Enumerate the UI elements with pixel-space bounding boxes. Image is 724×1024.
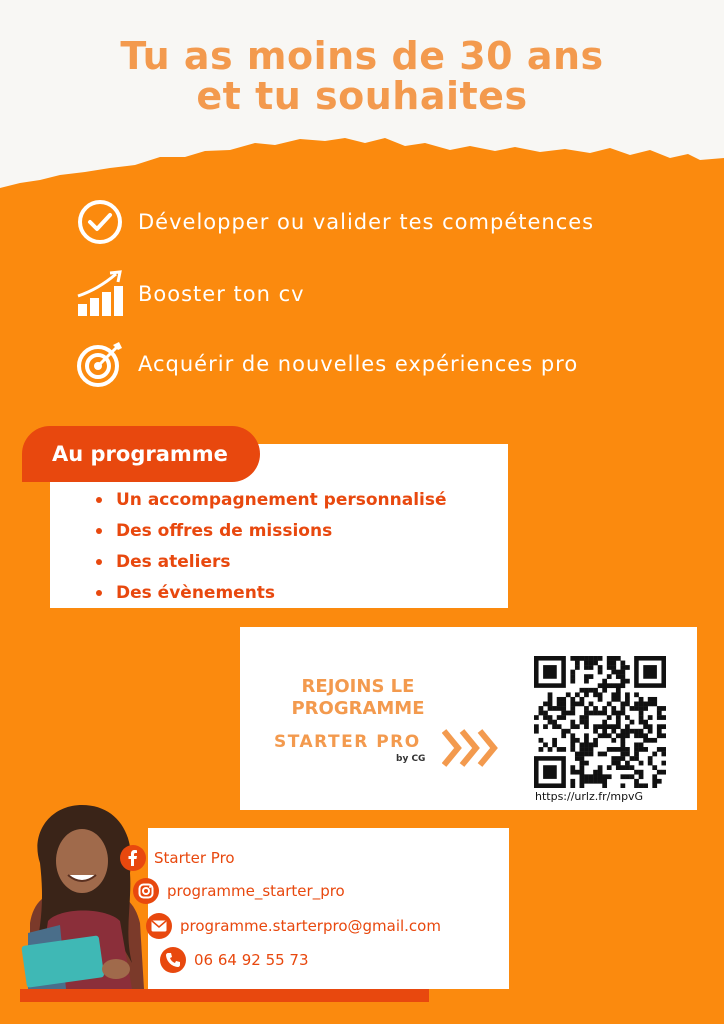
instagram-icon xyxy=(133,878,159,904)
target-icon xyxy=(76,340,124,388)
list-item: Des ateliers xyxy=(92,550,447,581)
programme-list xyxy=(92,488,447,612)
benefit-label: Acquérir de nouvelles expériences pro xyxy=(138,352,579,376)
benefit-item-experience xyxy=(76,340,578,388)
contact-label: 06 64 92 55 73 xyxy=(194,951,309,969)
check-circle-icon xyxy=(76,198,124,246)
footer-accent-bar xyxy=(20,989,429,1002)
contact-instagram[interactable] xyxy=(133,878,345,904)
contact-email[interactable] xyxy=(146,913,441,939)
growth-chart-icon xyxy=(76,270,124,318)
contact-facebook[interactable] xyxy=(120,845,235,871)
contact-label: programme_starter_pro xyxy=(167,882,345,900)
contact-phone[interactable] xyxy=(160,947,309,973)
page-title-line1: Tu as moins de 30 ans xyxy=(120,34,604,78)
join-heading-line1: REJOINS LE xyxy=(301,676,415,697)
list-item: Des évènements xyxy=(92,581,447,612)
qr-code-icon[interactable] xyxy=(534,656,666,788)
contact-label: programme.starterpro@gmail.com xyxy=(180,917,441,935)
list-item: Des offres de missions xyxy=(92,519,447,550)
page-title-line2: et tu souhaites xyxy=(196,74,528,118)
list-item: Un accompagnement personnalisé xyxy=(92,488,447,519)
chevrons-right-icon xyxy=(442,727,504,769)
benefit-label: Booster ton cv xyxy=(138,282,305,306)
programme-heading: Au programme xyxy=(22,426,260,482)
phone-icon xyxy=(160,947,186,973)
benefit-label: Développer ou valider tes compétences xyxy=(138,210,595,234)
benefit-item-cv xyxy=(76,270,305,318)
join-heading-line2: PROGRAMME xyxy=(291,698,425,719)
brand-subtitle: by CG xyxy=(396,754,426,764)
facebook-icon xyxy=(120,845,146,871)
email-icon xyxy=(146,913,172,939)
contact-label: Starter Pro xyxy=(154,849,235,867)
qr-url[interactable]: https://urlz.fr/mpvG xyxy=(535,790,644,803)
student-photo xyxy=(20,803,148,989)
benefit-item-skills xyxy=(76,198,594,246)
brand-logo-text: STARTER PRO xyxy=(274,732,421,752)
